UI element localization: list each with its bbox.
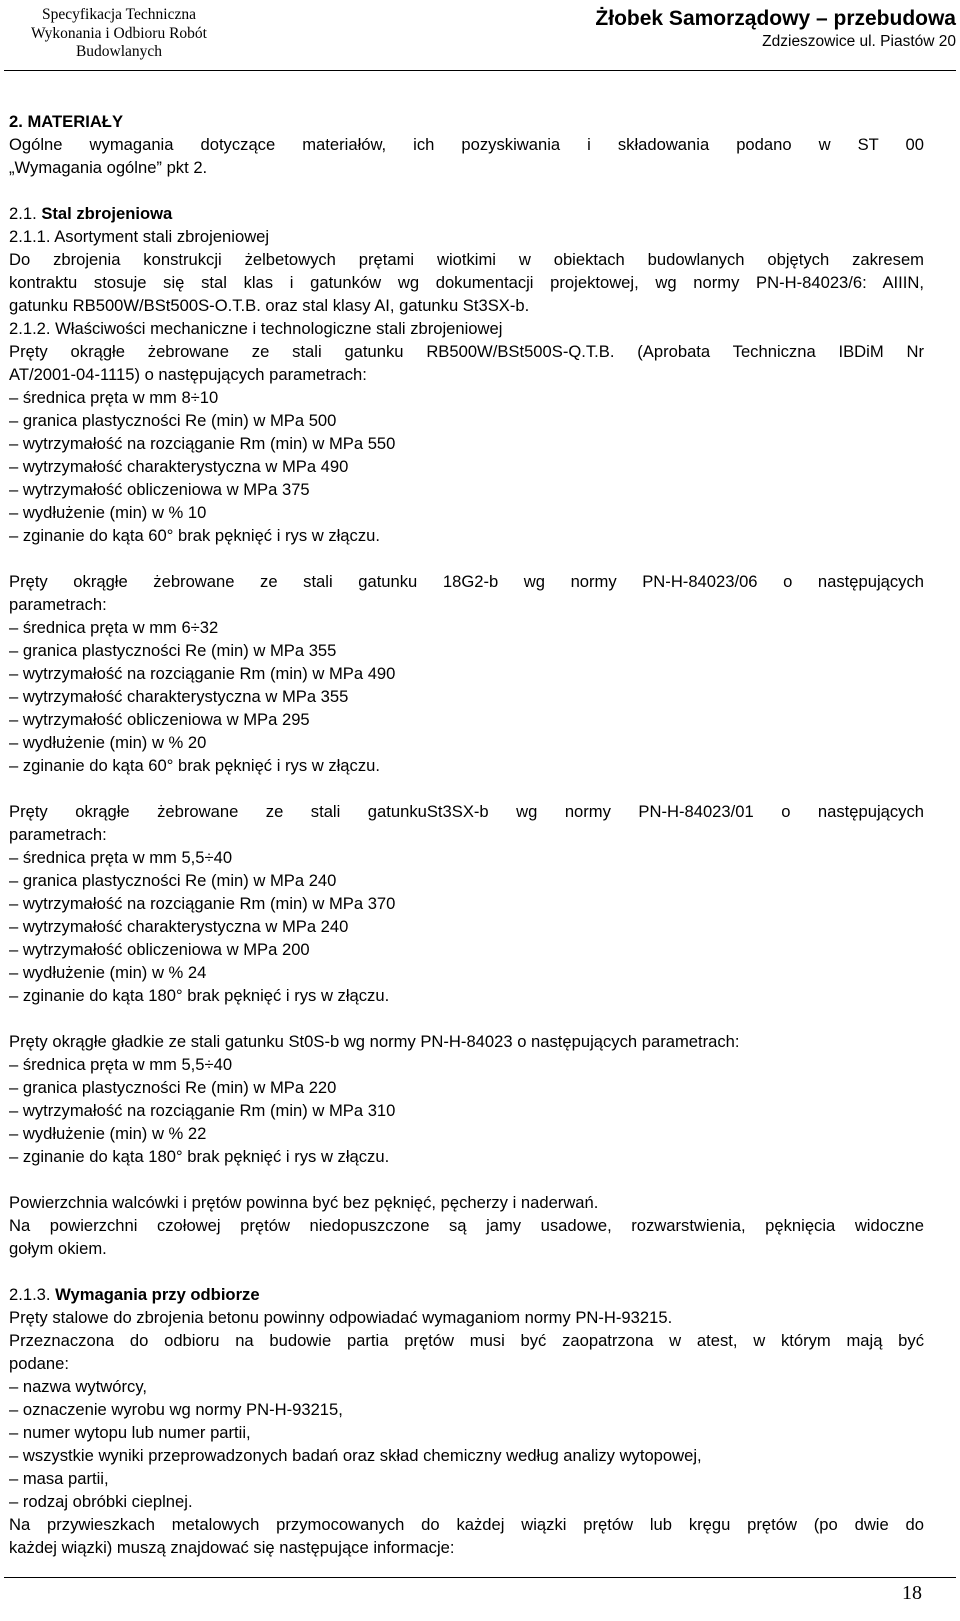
list-item: – zginanie do kąta 180° brak pęknięć i rys w złączu. <box>9 986 390 1005</box>
list-item: – granica plastyczności Re (min) w MPa 220 <box>9 1078 337 1097</box>
document-body <box>9 110 924 1559</box>
paragraph-line: gołym okiem. <box>9 1239 107 1258</box>
paragraph-line: gatunku RB500W/BSt500S-O.T.B. oraz stal klasy AI, gatunku St3SX-b. <box>9 296 530 315</box>
list-item: – zginanie do kąta 180° brak pęknięć i rys w złączu. <box>9 1147 390 1166</box>
paragraph-line: Przeznaczona do odbioru na budowie partia prętów musi być zaopatrzona w atest, w którym mają być <box>9 1331 924 1350</box>
paragraph-line: Na przywieszkach metalowych przymocowanych do każdej wiązki prętów lub kręgu prętów (po dwie do <box>9 1515 924 1534</box>
list-item: – wydłużenie (min) w % 22 <box>9 1124 207 1143</box>
header-spec-title <box>13 6 225 62</box>
list-item: – wytrzymałość obliczeniowa w MPa 295 <box>9 710 310 729</box>
section-heading: 2. MATERIAŁY <box>9 112 124 131</box>
header-left-line: Wykonania i Odbioru Robót <box>30 24 207 42</box>
subsection-heading <box>9 202 924 225</box>
list-item: – wytrzymałość charakterystyczna w MPa 355 <box>9 687 349 706</box>
paragraph-line: AT/2001-04-1115) o następujących parametrach: <box>9 365 367 384</box>
list-item: – wytrzymałość na rozciąganie Rm (min) w MPa 310 <box>9 1101 396 1120</box>
list-item: – wytrzymałość obliczeniowa w MPa 375 <box>9 480 310 499</box>
list-item: – masa partii, <box>9 1469 109 1488</box>
paragraph-line: Powierzchnia walcówki i prętów powinna być bez pęknięć, pęcherzy i naderwań. <box>9 1193 599 1212</box>
footer-divider <box>4 1577 956 1578</box>
list-item: – granica plastyczności Re (min) w MPa 240 <box>9 871 337 890</box>
list-item: – średnica pręta w mm 8÷10 <box>9 388 219 407</box>
subsection-number: 2.1.3. <box>9 1285 51 1304</box>
list-item: – średnica pręta w mm 5,5÷40 <box>9 1055 233 1074</box>
list-item: – średnica pręta w mm 6÷32 <box>9 618 219 637</box>
subsection-title: Wymagania przy odbiorze <box>55 1285 260 1304</box>
paragraph-line: podane: <box>9 1354 69 1373</box>
paragraph-line: kontraktu stosuje się stal klas i gatunków wg dokumentacji projektowej, wg normy PN-H-84023/6: AIIIN, <box>9 273 924 292</box>
paragraph-line: Pręty okrągłe żebrowane ze stali gatunku 18G2-b wg normy PN-H-84023/06 o następujących <box>9 572 924 591</box>
header-address: Zdzieszowice ul. Piastów 20 <box>762 33 956 50</box>
paragraph-line: Ogólne wymagania dotyczące materiałów, ich pozyskiwania i składowania podano w ST 00 <box>9 135 924 154</box>
paragraph-line: Pręty okrągłe żebrowane ze stali gatunku RB500W/BSt500S-Q.T.B. (Aprobata Techniczna IBDiM Nr <box>9 342 924 361</box>
list-item: – średnica pręta w mm 5,5÷40 <box>9 848 233 867</box>
paragraph-line: każdej wiązki) muszą znajdować się następujące informacje: <box>9 1538 455 1557</box>
paragraph-line: Pręty okrągłe żebrowane ze stali gatunkuSt3SX-b wg normy PN-H-84023/01 o następujących <box>9 802 924 821</box>
subsection-heading <box>9 1283 924 1306</box>
list-item: – wydłużenie (min) w % 20 <box>9 733 207 752</box>
header-left-line: Specyfikacja Techniczna <box>42 6 196 23</box>
list-item: – granica plastyczności Re (min) w MPa 355 <box>9 641 337 660</box>
list-item: – zginanie do kąta 60° brak pęknięć i rys w złączu. <box>9 756 380 775</box>
paragraph-line: parametrach: <box>9 825 107 844</box>
subsection-number: 2.1. <box>9 204 37 223</box>
subsubsection-heading: 2.1.1. Asortyment stali zbrojeniowej <box>9 227 270 246</box>
list-item: – wytrzymałość na rozciąganie Rm (min) w MPa 550 <box>9 434 396 453</box>
list-item: – rodzaj obróbki cieplnej. <box>9 1492 193 1511</box>
paragraph-line: Do zbrojenia konstrukcji żelbetowych prętami wiotkimi w obiektach budowlanych objętych zakresem <box>9 250 924 269</box>
subsection-title: Stal zbrojeniowa <box>41 204 173 223</box>
acceptance-list <box>9 1375 924 1513</box>
list-item: – nazwa wytwórcy, <box>9 1377 148 1396</box>
paragraph-line: „Wymagania ogólne” pkt 2. <box>9 158 208 177</box>
header-project <box>320 6 956 52</box>
list-item: – wydłużenie (min) w % 24 <box>9 963 207 982</box>
paragraph-line: Pręty okrągłe gładkie ze stali gatunku St0S-b wg normy PN-H-84023 o następujących parametrach: <box>9 1032 740 1051</box>
header-divider <box>4 70 956 71</box>
list-item: – numer wytopu lub numer partii, <box>9 1423 251 1442</box>
header-project-title: Żłobek Samorządowy – przebudowa <box>595 7 956 30</box>
subsubsection-heading: 2.1.2. Właściwości mechaniczne i technologiczne stali zbrojeniowej <box>9 319 503 338</box>
list-item: – wytrzymałość na rozciąganie Rm (min) w MPa 370 <box>9 894 396 913</box>
list-item: – wytrzymałość charakterystyczna w MPa 240 <box>9 917 349 936</box>
list-item: – wydłużenie (min) w % 10 <box>9 503 207 522</box>
list-item: – oznaczenie wyrobu wg normy PN-H-93215, <box>9 1400 343 1419</box>
paragraph-line: Pręty stalowe do zbrojenia betonu powinny odpowiadać wymaganiom normy PN-H-93215. <box>9 1308 673 1327</box>
paragraph-line: Na powierzchni czołowej prętów niedopuszczone są jamy usadowe, rozwarstwienia, pęknięcia widoczne <box>9 1216 924 1235</box>
paragraph-line: parametrach: <box>9 595 107 614</box>
list-item: – zginanie do kąta 60° brak pęknięć i rys w złączu. <box>9 526 380 545</box>
list-item: – granica plastyczności Re (min) w MPa 500 <box>9 411 337 430</box>
header-left-line: Budowlanych <box>75 43 163 60</box>
list-item: – wytrzymałość na rozciąganie Rm (min) w MPa 490 <box>9 664 396 683</box>
list-item: – wszystkie wyniki przeprowadzonych badań oraz skład chemiczny według analizy wytopowej, <box>9 1446 702 1465</box>
page-number: 18 <box>902 1582 922 1604</box>
list-item: – wytrzymałość charakterystyczna w MPa 490 <box>9 457 349 476</box>
parameter-groups <box>9 386 924 1191</box>
list-item: – wytrzymałość obliczeniowa w MPa 200 <box>9 940 310 959</box>
